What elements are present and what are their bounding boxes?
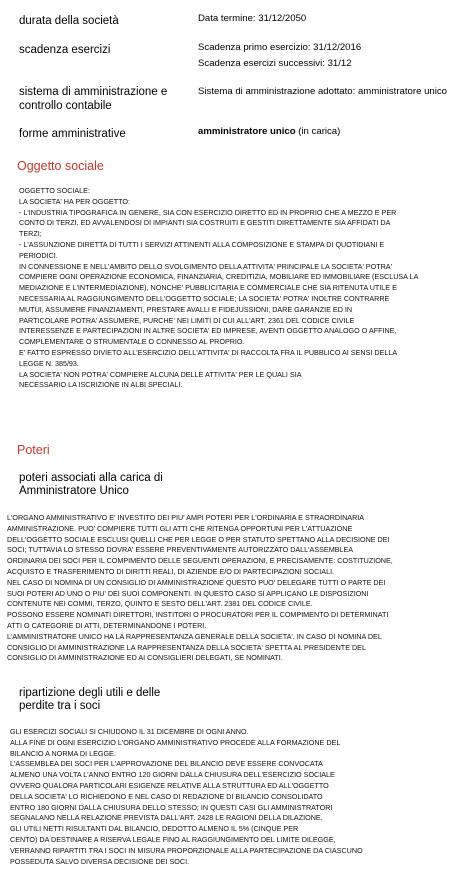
- field-value-bold: amministratore unico: [198, 126, 296, 137]
- ripartizione-subhead: [19, 687, 160, 713]
- poteri-subhead: [19, 472, 163, 498]
- field-label: [19, 85, 167, 113]
- oggetto-sociale-text: OGGETTO SOCIALE: LA SOCIETA' HA PER OGGETTO: - L'INDUSTRIA TIPOGRAFICA IN GENERE, SIA CON ESERCIZIO DIRETTO ED IN PROPRIO CHE A MEZZO E PER CONTO DI TERZI, ED AVVALENDOSI DI IMPIANTI SIA COSTRUITI E GESTITI DIRETTAMENTE SIA AFFIDATI DA TERZI; - L'ASSUNZIONE DIRETTA DI TUTTI I SERVIZI ATTINENTI ALLA COMPOSIZIONE E STAMPA DI QUOTIDIANI E PERIODICI. IN CONNESSIONE E NELL'AMBITO DELLO SVOLGIMENTO DELLA ATTIVITA' PRINCIPALE LA SOCIETA' POTRA' COMPIERE OGNI OPERAZIONE ECONOMICA, FINANZIARIA, CREDITIZIA, MOBILIARE ED IMMOBILIARE (ESCLUSA LA MEDIAZIONE E L'INTERMEDIAZIONE), NONCHE' PUBBLICITARIA E COMMERCIALE CHE SIA RITENUTA UTILE E NECESSARIA AL RAGGIUNGIMENTO DELL'OGGETTO SOCIALE; LA SOCIETA' POTRA' INOLTRE CONTRARRE MUTUI, ASSUMERE FINANZIAMENTI, PRESTARE AVALLI E FIDEJUSSIONI, DARE GARANZIE ED IN PARTICOLARE POTRA' ASSUMERE, PURCHE' NEI LIMITI DI CUI ALL'ART. 2361 DEL CODICE CIVILE INTERESSENZE E PARTECIPAZIONI IN ALTRE SOCIETA' ED IMPRESE, AVENTI OGGETTO ANALOGO O AFFINE, COMPLEMENTARE O STRUMENTALE O CONNESSO AL PROPRIO. E' FATTO ESPRESSO DIVIETO ALL'ESERCIZIO DELL'ATTIVITA' DI RACCOLTA FRA IL PUBBLICO AI SENSI DELLA LEGGE N. 385/93. LA SOCIETA' NON POTRA' COMPIERE ALCUNA DELLE ATTIVITA' PER LE QUALI SIA NECESSARIO LA ISCRIZIONE IN ALBI SPECIALI.: [19, 186, 419, 390]
- ripartizione-subhead-line: perdite tra i soci: [19, 700, 101, 712]
- ripartizione-text: GLI ESERCIZI SOCIALI SI CHIUDONO IL 31 DICEMBRE DI OGNI ANNO. ALLA FINE DI OGNI ESERCIZIO L'ORGANO AMMINISTRATIVO PROCEDE ALLA FORMAZIONE DEL BILANCIO A NORMA DI LEGGE. L'ASSEMBLEA DEI SOCI PER L'APPROVAZIONE DEL BILANCIO DEVE ESSERE CONVOCATA ALMENO UNA VOLTA L'ANNO ENTRO 120 GIORNI DALLA CHIUSURA DELL'ESERCIZIO SOCIALE OVVERO QUALORA PARTICOLARI ESIGENZE RELATIVE ALLA STRUTTURA ED ALL'OGGETTO DELLA SOCIETA' LO RICHIEDONO E NEL CASO DI REDAZIONE DI BILANCIO CONSOLIDATO ENTRO 180 GIORNI DALLA CHIUSURA DELLO STESSO; IN QUESTI CASI GLI AMMINISTRATORI SEGNALANO NELLA RELAZIONE PREVISTA DALL'ART. 2428 LE RAGIONI DELLA DILAZIONE. GLI UTILI NETTI RISULTANTI DAL BILANCIO, DEDOTTO ALMENO IL 5% (CINQUE PER CENTO) DA DESTINARE A RISERVA LEGALE FINO AL RAGGIUNGIMENTO DEL LIMITE DILEGGE, VERRANNO RIPARTITI TRA I SOCI IN MISURA PROPORZIONALE ALLA PARTECIPAZIONE DA CIASCUNO POSSEDUTA SALVO DIVERSA DECISIONE DEI SOCI.: [10, 727, 363, 866]
- field-value-line: Scadenza primo esercizio: 31/12/2016: [198, 42, 362, 53]
- field-label-line: controllo contabile: [19, 100, 112, 112]
- ripartizione-subhead-line: ripartizione degli utili e delle: [19, 687, 161, 699]
- field-value-rest: (in carica): [295, 126, 341, 137]
- poteri-text: L'ORGANO AMMINISTRATIVO E' INVESTITO DEI PIU' AMPI POTERI PER L'ORDINARIA E STRAORDINARIA AMMINISTRAZIONE. PUO' COMPIERE TUTTI GLI ATTI CHE RITENGA OPPORTUNI PER L'ATTUAZIONE DELL'OGGETTO SOCIALE ESCLUSI QUELLI CHE PER LEGGE O PER STATUTO SPETTANO ALLA DECISIONE DEI SOCI; TUTTAVIA LO STESSO DOVRA' ESSERE PREVENTIVAMENTE AUTORIZZATO DALL'ASSEMBLEA ORDINARIA DEI SOCI PER IL COMPIMENTO DELLE SEGUENTI OPERAZIONI, E PRECISAMENTE: COSTITUZIONE, ACQUISTO E TRASFERIMENTO DI DIRITTI REALI, DI AZIENDE E/O DI PARTECIPAZIONI SOCIALI. NEL CASO DI NOMINA DI UN CONSIGLIO DI AMMINISTRAZIONE QUESTO PUO' DELEGARE TUTTI O PARTE DEI SUOI POTERI AD UNO O PIU' DEI SUOI COMPONENTI. IN QUESTO CASO SI APPLICANO LE DISPOSIZIONI CONTENUTE NEI COMMI, TERZO, QUINTO E SESTO DELL'ART. 2381 DEL CODICE CIVILE. POSSONO ESSERE NOMINATI DIRETTORI, INSTITORI O PROCURATORI PER IL COMPIMENTO DI DETERMINATI ATTI O CATEGORIE DI ATTI, DETERMINANDONE I POTERI. L'AMMINISTRATORE UNICO HA LA RAPPRESENTANZA GENERALE DELLA SOCIETA'. IN CASO DI NOMINA DEL CONSIGLIO DI AMMINISTRAZIONE LA RAPPRESENTANZA DELLA SOCIETA' SPETTA AL PRESIDENTE DEL CONSIGLIO DI AMMINISTRAZIONE ED AI CONSIGLIERI DELEGATI, SE NOMINATI.: [7, 513, 393, 663]
- field-value: Sistema di amministrazione adottato: amministratore unico: [198, 86, 448, 97]
- poteri-subhead-line: Amministratore Unico: [19, 485, 129, 497]
- field-value: [198, 41, 468, 71]
- field-label: scadenza esercizi: [19, 44, 111, 56]
- section-title-oggetto-sociale: Oggetto sociale: [17, 159, 104, 173]
- section-title-poteri: Poteri: [17, 443, 50, 457]
- field-value: [198, 125, 468, 139]
- field-label-line: sistema di amministrazione e: [19, 86, 168, 98]
- poteri-subhead-line: poteri associati alla carica di: [19, 472, 163, 484]
- field-value: Data termine: 31/12/2050: [198, 13, 307, 24]
- field-label: forme amministrative: [19, 128, 126, 140]
- field-value-line: Scadenza esercizi successivi: 31/12: [198, 58, 352, 69]
- field-label: durata della società: [19, 15, 119, 27]
